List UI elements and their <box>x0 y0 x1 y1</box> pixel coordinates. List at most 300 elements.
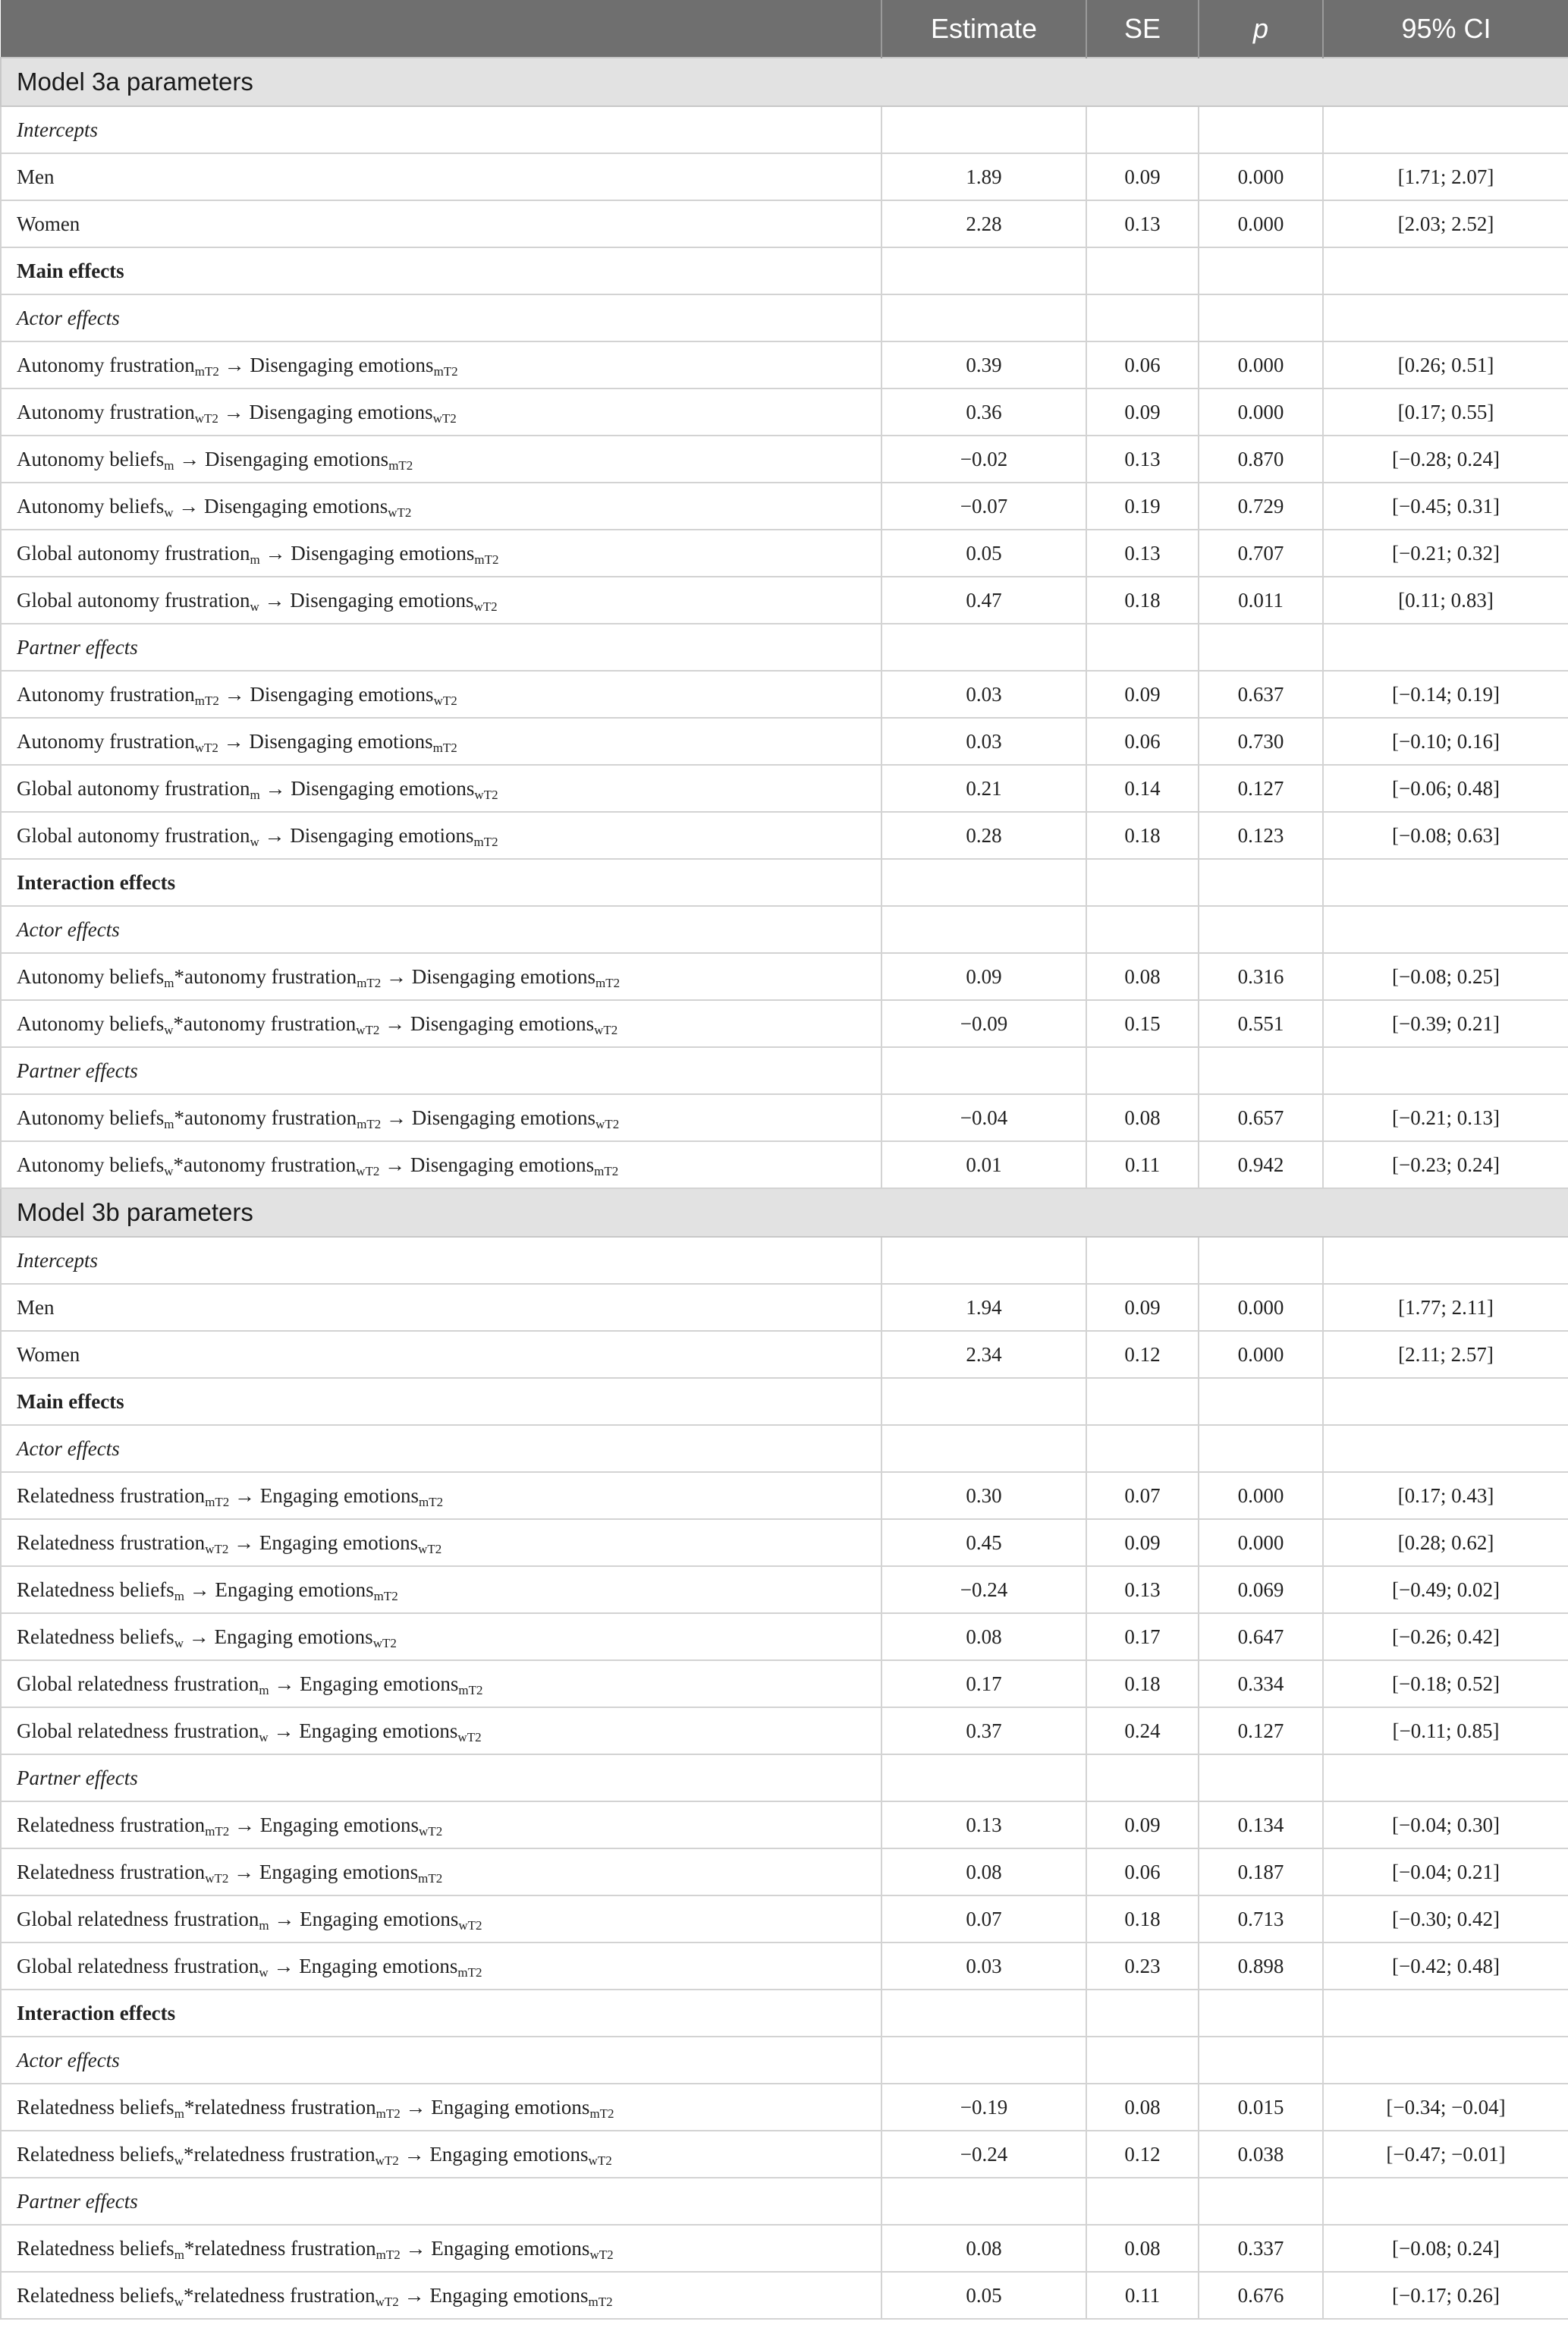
estimate-cell: 0.45 <box>881 1519 1086 1566</box>
label-subscript: mT2 <box>419 1494 444 1509</box>
ci-cell: [1.71; 2.07] <box>1323 153 1568 200</box>
se-cell: 0.24 <box>1086 1707 1199 1754</box>
header-estimate: Estimate <box>881 0 1086 58</box>
label-subscript: w <box>250 599 259 614</box>
label-text: → Engaging emotions <box>400 2095 590 2119</box>
ci-cell: [−0.30; 0.42] <box>1323 1895 1568 1942</box>
estimate-cell: 0.03 <box>881 1942 1086 1990</box>
ci-cell <box>1323 906 1568 953</box>
table-row <box>1 1284 1568 1331</box>
row-label <box>1 1094 881 1141</box>
label-subscript: wT2 <box>375 2153 399 2168</box>
label-text: Main effects <box>17 259 124 282</box>
group-label-row <box>1 247 1568 294</box>
ci-cell: [−0.08; 0.25] <box>1323 953 1568 1000</box>
p-value-cell: 0.647 <box>1199 1613 1323 1660</box>
row-label <box>1 2037 881 2084</box>
label-subscript: m <box>259 1917 269 1933</box>
estimate-cell: 0.07 <box>881 1895 1086 1942</box>
ci-cell: [−0.14; 0.19] <box>1323 671 1568 718</box>
p-value-cell <box>1199 2037 1323 2084</box>
se-cell: 0.18 <box>1086 1660 1199 1707</box>
p-value-cell <box>1199 1047 1323 1094</box>
estimate-cell: 2.28 <box>881 200 1086 247</box>
ci-cell: [0.28; 0.62] <box>1323 1519 1568 1566</box>
p-value-cell: 0.038 <box>1199 2131 1323 2178</box>
label-subscript: mT2 <box>458 1682 483 1697</box>
row-label <box>1 906 881 953</box>
label-subscript: mT2 <box>357 975 382 990</box>
label-text: → Engaging emotions <box>398 2142 589 2166</box>
se-cell: 0.11 <box>1086 1141 1199 1188</box>
row-label <box>1 1472 881 1519</box>
ci-cell: [−0.45; 0.31] <box>1323 483 1568 530</box>
row-label <box>1 1895 881 1942</box>
estimate-cell: 0.01 <box>881 1141 1086 1188</box>
se-cell: 0.08 <box>1086 2084 1199 2131</box>
se-cell <box>1086 624 1199 671</box>
estimate-cell: 0.05 <box>881 2272 1086 2319</box>
label-text: Autonomy frustration <box>17 400 195 423</box>
label-text: Global autonomy frustration <box>17 776 250 800</box>
estimate-cell <box>881 2178 1086 2225</box>
label-subscript: wT2 <box>205 1870 229 1886</box>
table-body <box>1 58 1568 2319</box>
header-label <box>1 0 881 58</box>
label-text: → Disengaging emotions <box>218 682 434 706</box>
label-subscript: mT2 <box>205 1494 230 1509</box>
se-cell <box>1086 2037 1199 2084</box>
row-label <box>1 1425 881 1472</box>
label-subscript: m <box>250 787 260 802</box>
estimate-cell: 0.37 <box>881 1707 1086 1754</box>
label-text: *autonomy frustration <box>174 1106 357 1129</box>
p-value-cell: 0.000 <box>1199 1331 1323 1378</box>
row-label <box>1 1331 881 1378</box>
estimate-cell: 2.34 <box>881 1331 1086 1378</box>
p-value-cell <box>1199 106 1323 153</box>
label-subscript: w <box>174 2294 184 2309</box>
label-text: → Engaging emotions <box>269 1907 459 1930</box>
p-value-cell <box>1199 2178 1323 2225</box>
label-subscript: mT2 <box>205 1823 230 1839</box>
label-text: → Disengaging emotions <box>218 353 434 376</box>
label-text: Intercepts <box>17 1248 98 1272</box>
ci-cell: [−0.23; 0.24] <box>1323 1141 1568 1188</box>
se-cell <box>1086 1425 1199 1472</box>
p-value-cell: 0.069 <box>1199 1566 1323 1613</box>
estimate-cell: 0.47 <box>881 577 1086 624</box>
label-subscript: wT2 <box>432 411 457 426</box>
table-row <box>1 718 1568 765</box>
label-subscript: wT2 <box>372 1635 397 1650</box>
label-subscript: wT2 <box>375 2294 399 2309</box>
estimate-cell: −0.24 <box>881 1566 1086 1613</box>
estimate-cell: −0.19 <box>881 2084 1086 2131</box>
ci-cell: [2.11; 2.57] <box>1323 1331 1568 1378</box>
se-cell <box>1086 859 1199 906</box>
ci-cell: [−0.06; 0.48] <box>1323 765 1568 812</box>
row-label <box>1 200 881 247</box>
label-subscript: mT2 <box>588 2294 613 2309</box>
section-header-row <box>1 1188 1568 1237</box>
label-text: Men <box>17 165 55 188</box>
label-text: → Engaging emotions <box>228 1530 419 1554</box>
se-cell: 0.13 <box>1086 436 1199 483</box>
p-value-cell: 0.000 <box>1199 153 1323 200</box>
p-value-cell: 0.898 <box>1199 1942 1323 1990</box>
label-text: Partner effects <box>17 1059 138 1082</box>
ci-cell: [−0.28; 0.24] <box>1323 436 1568 483</box>
p-value-cell <box>1199 1425 1323 1472</box>
table-row <box>1 341 1568 388</box>
label-text: *autonomy frustration <box>173 1011 357 1035</box>
row-label <box>1 2272 881 2319</box>
ci-cell <box>1323 1990 1568 2037</box>
section-header-row <box>1 58 1568 106</box>
table-row <box>1 483 1568 530</box>
label-text: Interaction effects <box>17 870 176 894</box>
row-label <box>1 1754 881 1801</box>
table-row <box>1 1613 1568 1660</box>
label-text: → Disengaging emotions <box>379 1011 595 1035</box>
label-text: Autonomy beliefs <box>17 1106 165 1129</box>
p-value-cell: 0.316 <box>1199 953 1323 1000</box>
se-cell: 0.18 <box>1086 577 1199 624</box>
estimate-cell <box>881 1237 1086 1284</box>
label-text: Global autonomy frustration <box>17 541 250 565</box>
label-text: → Engaging emotions <box>268 1719 458 1742</box>
row-label <box>1 530 881 577</box>
group-label-row <box>1 1754 1568 1801</box>
estimate-cell: 0.08 <box>881 1613 1086 1660</box>
ci-cell <box>1323 1754 1568 1801</box>
label-text: Relatedness beliefs <box>17 2283 174 2307</box>
label-text: Actor effects <box>17 1436 120 1460</box>
ci-cell: [−0.49; 0.02] <box>1323 1566 1568 1613</box>
label-subscript: wT2 <box>473 599 498 614</box>
table-row <box>1 671 1568 718</box>
row-label <box>1 2178 881 2225</box>
row-label <box>1 247 881 294</box>
estimate-cell: 0.03 <box>881 671 1086 718</box>
p-value-cell: 0.551 <box>1199 1000 1323 1047</box>
label-text: Partner effects <box>17 635 138 659</box>
label-text: Relatedness frustration <box>17 1860 206 1883</box>
estimate-cell: 0.36 <box>881 388 1086 436</box>
row-label <box>1 671 881 718</box>
table-row <box>1 1519 1568 1566</box>
label-text: Global relatedness frustration <box>17 1907 259 1930</box>
estimate-cell: 0.30 <box>881 1472 1086 1519</box>
row-label <box>1 483 881 530</box>
label-text: → Engaging emotions <box>229 1813 419 1836</box>
table-row <box>1 1094 1568 1141</box>
label-subscript: wT2 <box>194 740 218 755</box>
label-subscript: wT2 <box>588 2153 612 2168</box>
label-subscript: wT2 <box>433 693 457 708</box>
ci-cell: [−0.04; 0.21] <box>1323 1848 1568 1895</box>
table-row <box>1 1331 1568 1378</box>
label-text: → Disengaging emotions <box>379 1153 595 1176</box>
estimate-cell <box>881 106 1086 153</box>
row-label <box>1 1707 881 1754</box>
p-value-cell: 0.127 <box>1199 765 1323 812</box>
estimate-cell: 0.39 <box>881 341 1086 388</box>
se-cell <box>1086 247 1199 294</box>
se-cell: 0.18 <box>1086 812 1199 859</box>
label-text: Relatedness beliefs <box>17 2236 174 2260</box>
label-subscript: w <box>164 1163 174 1178</box>
row-label <box>1 1000 881 1047</box>
estimate-cell <box>881 624 1086 671</box>
section-title: Model 3a parameters <box>1 58 1568 106</box>
p-value-cell: 0.015 <box>1199 2084 1323 2131</box>
label-text: → Disengaging emotions <box>259 776 475 800</box>
label-subscript: mT2 <box>194 693 219 708</box>
row-label <box>1 341 881 388</box>
table-row <box>1 388 1568 436</box>
row-label <box>1 577 881 624</box>
estimate-cell <box>881 1754 1086 1801</box>
ci-cell: [0.17; 0.43] <box>1323 1472 1568 1519</box>
group-label-row <box>1 1047 1568 1094</box>
row-label <box>1 1519 881 1566</box>
p-value-cell: 0.000 <box>1199 200 1323 247</box>
group-label-row <box>1 2178 1568 2225</box>
label-subscript: wT2 <box>418 1541 442 1556</box>
label-subscript: mT2 <box>432 740 457 755</box>
estimate-cell <box>881 1425 1086 1472</box>
table-row <box>1 577 1568 624</box>
label-text: Actor effects <box>17 2048 120 2071</box>
table-row <box>1 1848 1568 1895</box>
label-subscript: wT2 <box>194 411 218 426</box>
label-subscript: w <box>174 2153 184 2168</box>
label-subscript: m <box>164 458 174 473</box>
ci-cell: [−0.18; 0.52] <box>1323 1660 1568 1707</box>
se-cell: 0.06 <box>1086 718 1199 765</box>
ci-cell: [0.26; 0.51] <box>1323 341 1568 388</box>
se-cell: 0.11 <box>1086 2272 1199 2319</box>
label-subscript: m <box>164 975 174 990</box>
se-cell: 0.09 <box>1086 153 1199 200</box>
label-text: → Disengaging emotions <box>259 823 474 847</box>
label-subscript: wT2 <box>458 1917 482 1933</box>
label-subscript: mT2 <box>457 1965 482 1980</box>
p-value-cell <box>1199 1990 1323 2037</box>
ci-cell: [−0.26; 0.42] <box>1323 1613 1568 1660</box>
row-label <box>1 812 881 859</box>
estimate-cell: 0.08 <box>881 2225 1086 2272</box>
p-value-cell: 0.000 <box>1199 341 1323 388</box>
label-text: Relatedness frustration <box>17 1483 206 1507</box>
label-subscript: mT2 <box>473 834 498 849</box>
ci-cell: [0.11; 0.83] <box>1323 577 1568 624</box>
row-label <box>1 953 881 1000</box>
ci-cell <box>1323 1378 1568 1425</box>
label-text: Relatedness frustration <box>17 1530 206 1554</box>
label-subscript: m <box>174 2106 184 2121</box>
label-text: Relatedness frustration <box>17 1813 206 1836</box>
label-text: Autonomy frustration <box>17 682 195 706</box>
group-label-row <box>1 2037 1568 2084</box>
label-subscript: mT2 <box>376 2106 401 2121</box>
table-row <box>1 153 1568 200</box>
p-value-cell <box>1199 859 1323 906</box>
label-text: Autonomy frustration <box>17 353 195 376</box>
table-row <box>1 1942 1568 1990</box>
ci-cell: [−0.17; 0.26] <box>1323 2272 1568 2319</box>
label-text: Relatedness beliefs <box>17 2095 174 2119</box>
label-text: *autonomy frustration <box>174 964 357 988</box>
row-label <box>1 1801 881 1848</box>
label-text: Autonomy beliefs <box>17 447 165 470</box>
table-row <box>1 2225 1568 2272</box>
label-text: → Disengaging emotions <box>381 1106 596 1129</box>
label-subscript: mT2 <box>194 363 219 379</box>
ci-cell: [1.77; 2.11] <box>1323 1284 1568 1331</box>
label-subscript: mT2 <box>388 458 413 473</box>
se-cell: 0.09 <box>1086 1519 1199 1566</box>
se-cell: 0.06 <box>1086 341 1199 388</box>
label-text: → Disengaging emotions <box>174 447 389 470</box>
ci-cell: [−0.39; 0.21] <box>1323 1000 1568 1047</box>
estimate-cell: 1.94 <box>881 1284 1086 1331</box>
label-text: → Engaging emotions <box>398 2283 589 2307</box>
estimate-cell: 1.89 <box>881 153 1086 200</box>
label-subscript: m <box>174 1588 184 1603</box>
p-value-cell: 0.011 <box>1199 577 1323 624</box>
row-label <box>1 718 881 765</box>
ci-cell: [−0.42; 0.48] <box>1323 1942 1568 1990</box>
p-value-cell: 0.657 <box>1199 1094 1323 1141</box>
group-label-row <box>1 906 1568 953</box>
p-value-cell <box>1199 1237 1323 1284</box>
row-label <box>1 1566 881 1613</box>
p-value-cell: 0.729 <box>1199 483 1323 530</box>
label-text: Women <box>17 1342 80 1366</box>
se-cell: 0.09 <box>1086 1801 1199 1848</box>
label-subscript: w <box>164 1022 174 1037</box>
row-label <box>1 106 881 153</box>
label-text: → Disengaging emotions <box>381 964 596 988</box>
label-text: Autonomy beliefs <box>17 1153 165 1176</box>
row-label <box>1 1613 881 1660</box>
label-subscript: wT2 <box>205 1541 229 1556</box>
label-text: → Engaging emotions <box>269 1672 459 1695</box>
p-value-cell: 0.713 <box>1199 1895 1323 1942</box>
p-value-cell: 0.707 <box>1199 530 1323 577</box>
section-title: Model 3b parameters <box>1 1188 1568 1237</box>
estimate-cell <box>881 859 1086 906</box>
group-label-row <box>1 1378 1568 1425</box>
label-text: Global relatedness frustration <box>17 1719 259 1742</box>
se-cell <box>1086 906 1199 953</box>
p-value-cell: 0.127 <box>1199 1707 1323 1754</box>
table-header-row <box>1 0 1568 58</box>
label-subscript: wT2 <box>388 505 412 520</box>
label-text: Global autonomy frustration <box>17 823 250 847</box>
p-value-cell <box>1199 294 1323 341</box>
label-subscript: w <box>250 834 259 849</box>
se-cell: 0.13 <box>1086 1566 1199 1613</box>
estimate-cell: 0.17 <box>881 1660 1086 1707</box>
se-cell <box>1086 2178 1199 2225</box>
se-cell: 0.15 <box>1086 1000 1199 1047</box>
label-text: Autonomy beliefs <box>17 1011 165 1035</box>
row-label <box>1 1660 881 1707</box>
p-value-cell <box>1199 1754 1323 1801</box>
estimate-cell: 0.28 <box>881 812 1086 859</box>
row-label <box>1 1848 881 1895</box>
label-text: Intercepts <box>17 118 98 141</box>
label-subscript: wT2 <box>589 2247 614 2262</box>
label-text: Partner effects <box>17 1766 138 1789</box>
ci-cell: [−0.08; 0.24] <box>1323 2225 1568 2272</box>
table-row <box>1 436 1568 483</box>
label-subscript: wT2 <box>356 1163 380 1178</box>
table-row <box>1 2131 1568 2178</box>
table-row <box>1 1801 1568 1848</box>
ci-cell <box>1323 1047 1568 1094</box>
label-text: Relatedness beliefs <box>17 1578 174 1601</box>
label-subscript: m <box>174 2247 184 2262</box>
estimate-cell: 0.21 <box>881 765 1086 812</box>
label-subscript: w <box>174 1635 184 1650</box>
label-subscript: m <box>259 1682 269 1697</box>
p-value-cell: 0.000 <box>1199 1284 1323 1331</box>
ci-cell: [−0.08; 0.63] <box>1323 812 1568 859</box>
se-cell <box>1086 1754 1199 1801</box>
table-row <box>1 200 1568 247</box>
ci-cell: [−0.21; 0.13] <box>1323 1094 1568 1141</box>
label-text: Autonomy frustration <box>17 729 195 753</box>
label-subscript: mT2 <box>376 2247 401 2262</box>
label-subscript: m <box>250 552 260 567</box>
estimate-cell: 0.05 <box>881 530 1086 577</box>
table-row <box>1 1660 1568 1707</box>
se-cell: 0.23 <box>1086 1942 1199 1990</box>
table-row <box>1 1895 1568 1942</box>
p-value-cell <box>1199 1378 1323 1425</box>
row-label <box>1 859 881 906</box>
label-text: → Engaging emotions <box>228 1860 419 1883</box>
label-text: → Disengaging emotions <box>173 494 388 517</box>
header-ci: 95% CI <box>1323 0 1568 58</box>
row-label <box>1 294 881 341</box>
p-value-cell: 0.134 <box>1199 1801 1323 1848</box>
label-subscript: wT2 <box>474 787 498 802</box>
se-cell: 0.06 <box>1086 1848 1199 1895</box>
estimate-cell: 0.13 <box>881 1801 1086 1848</box>
ci-cell: [−0.11; 0.85] <box>1323 1707 1568 1754</box>
label-text: Global relatedness frustration <box>17 1672 259 1695</box>
label-subscript: w <box>164 505 174 520</box>
se-cell <box>1086 1047 1199 1094</box>
ci-cell: [−0.47; −0.01] <box>1323 2131 1568 2178</box>
label-text: Autonomy beliefs <box>17 964 165 988</box>
table-row <box>1 2084 1568 2131</box>
label-text: → Engaging emotions <box>268 1954 458 1977</box>
se-cell <box>1086 1990 1199 2037</box>
label-text: Interaction effects <box>17 2001 176 2024</box>
group-label-row <box>1 106 1568 153</box>
label-text: Women <box>17 212 80 235</box>
label-subscript: mT2 <box>594 1163 619 1178</box>
group-label-row <box>1 859 1568 906</box>
label-subscript: w <box>259 1729 269 1744</box>
